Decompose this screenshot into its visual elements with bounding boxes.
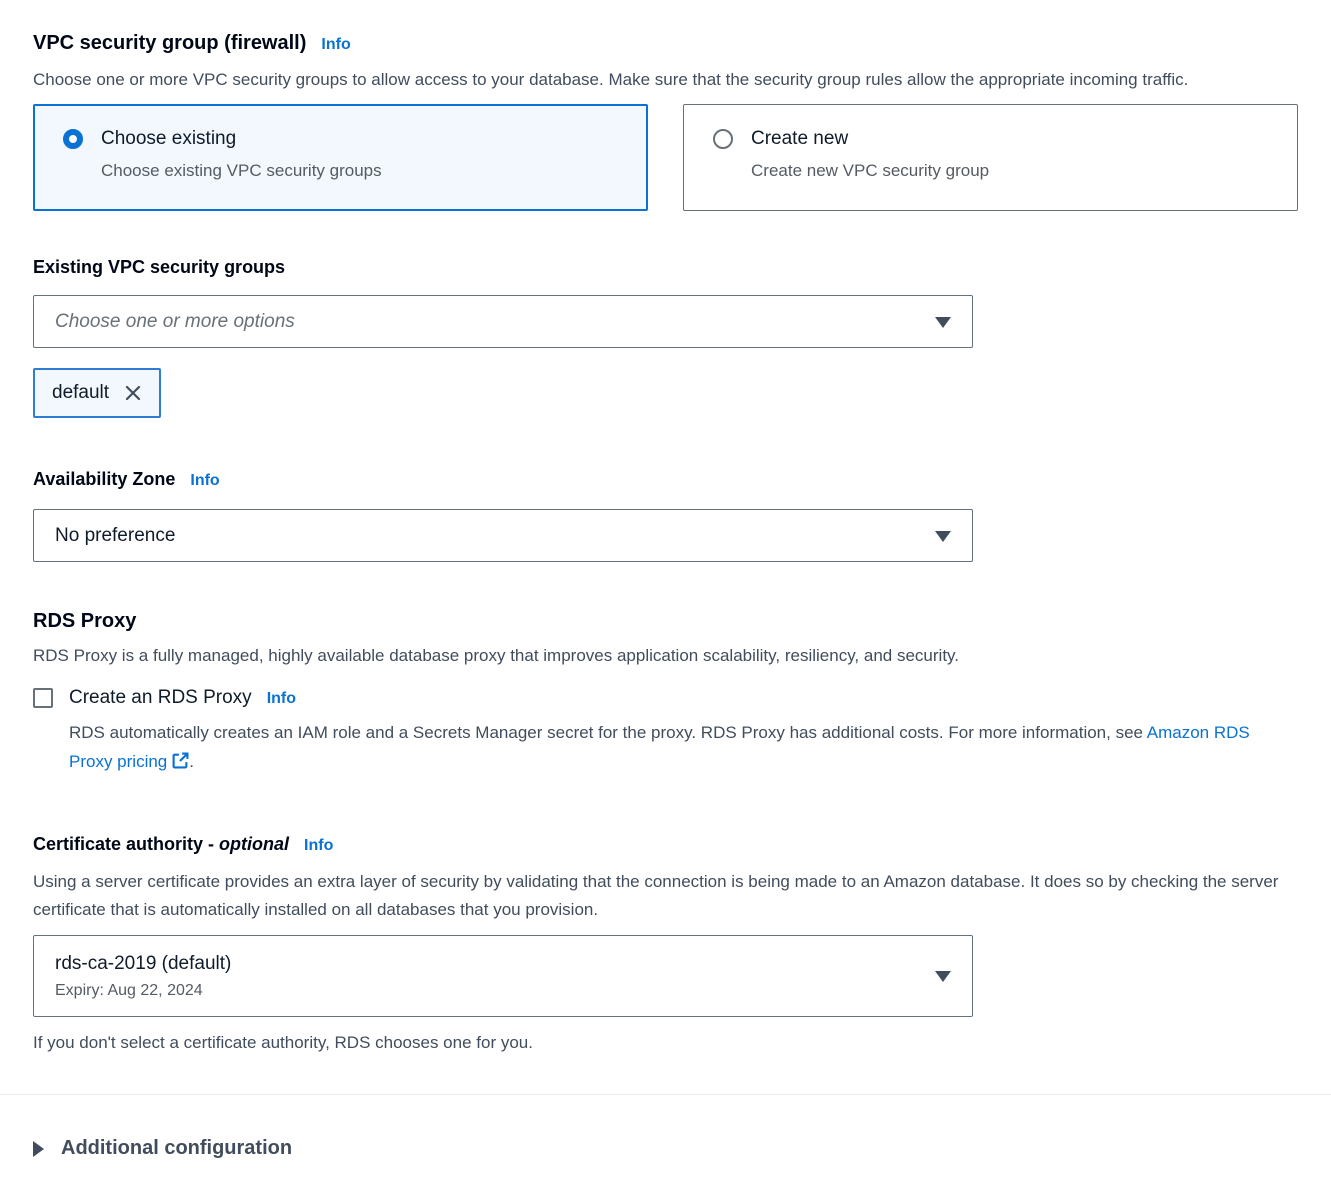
- choose-existing-description: Choose existing VPC security groups: [101, 161, 382, 180]
- existing-groups-placeholder: Choose one or more options: [55, 310, 295, 332]
- choose-existing-label: Choose existing: [101, 128, 237, 149]
- radio-selected-icon[interactable]: [63, 129, 83, 149]
- certificate-authority-select[interactable]: [33, 935, 973, 1017]
- vpc-security-group-options: [33, 104, 1298, 211]
- certificate-authority-title: Certificate authority -: [33, 834, 220, 854]
- certificate-authority-expiry: Expiry: Aug 22, 2024: [55, 981, 203, 999]
- certificate-authority-note: If you don't select a certificate authority, RDS chooses one for you.: [33, 1033, 533, 1052]
- certificate-authority-description: Using a server certificate provides an extra layer of security by validating that the connection is being made to an Amazon database. It does so by checking the server certificate that is automatically installed on all databases that you provision.: [33, 872, 1279, 919]
- rds-proxy-pricing-link[interactable]: Amazon RDS Proxy pricing: [69, 723, 1250, 771]
- rds-proxy-description: RDS Proxy is a fully managed, highly available database proxy that improves application scalability, resiliency, and security.: [33, 646, 960, 665]
- create-rds-proxy-label: Create an RDS Proxy: [69, 687, 252, 708]
- radio-unselected-icon[interactable]: [713, 129, 733, 149]
- create-rds-proxy-checkbox[interactable]: [33, 688, 53, 708]
- certificate-authority-optional: optional: [219, 834, 290, 854]
- certificate-authority-heading: [33, 832, 1298, 858]
- additional-configuration-expander[interactable]: [33, 1137, 1298, 1160]
- vpc-security-group-description: Choose one or more VPC security groups to allow access to your database. Make sure that the security group rules allow the appropriate incoming traffic.: [33, 70, 1189, 89]
- vpc-security-group-info-link[interactable]: Info: [321, 36, 351, 53]
- availability-zone-select[interactable]: [33, 509, 973, 562]
- chevron-down-icon: [935, 971, 951, 982]
- availability-zone-info-link[interactable]: Info: [190, 472, 220, 489]
- rds-proxy-title: RDS Proxy: [33, 610, 137, 632]
- token-label: default: [52, 382, 110, 403]
- rds-proxy-note: [69, 718, 1259, 778]
- existing-groups-select[interactable]: [33, 295, 973, 348]
- certificate-authority-value: rds-ca-2019 (default): [55, 952, 232, 974]
- vpc-security-group-heading: [33, 30, 1298, 58]
- availability-zone-label: Availability Zone: [33, 469, 176, 489]
- rds-proxy-heading: [33, 608, 1298, 634]
- remove-token-icon[interactable]: [124, 384, 142, 402]
- create-rds-proxy-info-link[interactable]: Info: [266, 690, 297, 707]
- existing-groups-label: Existing VPC security groups: [33, 257, 286, 277]
- chevron-down-icon: [935, 531, 951, 542]
- token-default: [33, 368, 161, 418]
- vpc-security-group-title: VPC security group (firewall): [33, 32, 307, 54]
- choose-existing-card[interactable]: [33, 104, 648, 211]
- create-rds-proxy-row: [33, 687, 1298, 709]
- chevron-down-icon: [935, 317, 951, 328]
- create-new-label: Create new: [751, 128, 849, 149]
- create-new-card[interactable]: [683, 104, 1298, 211]
- rds-proxy-note-text: RDS automatically creates an IAM role and a Secrets Manager secret for the proxy. RDS Proxy has additional costs. For more information, see: [69, 723, 1147, 742]
- section-divider: [0, 1094, 1331, 1095]
- availability-zone-value: No preference: [55, 524, 176, 546]
- external-link-icon: [172, 749, 189, 778]
- certificate-authority-info-link[interactable]: Info: [304, 837, 334, 854]
- create-new-description: Create new VPC security group: [751, 161, 990, 180]
- create-rds-proxy-heading: [69, 687, 296, 709]
- rds-proxy-note-period: .: [189, 752, 194, 771]
- expand-triangle-icon: [33, 1141, 44, 1157]
- availability-zone-heading: [33, 467, 1298, 493]
- additional-configuration-label: Additional configuration: [61, 1137, 293, 1159]
